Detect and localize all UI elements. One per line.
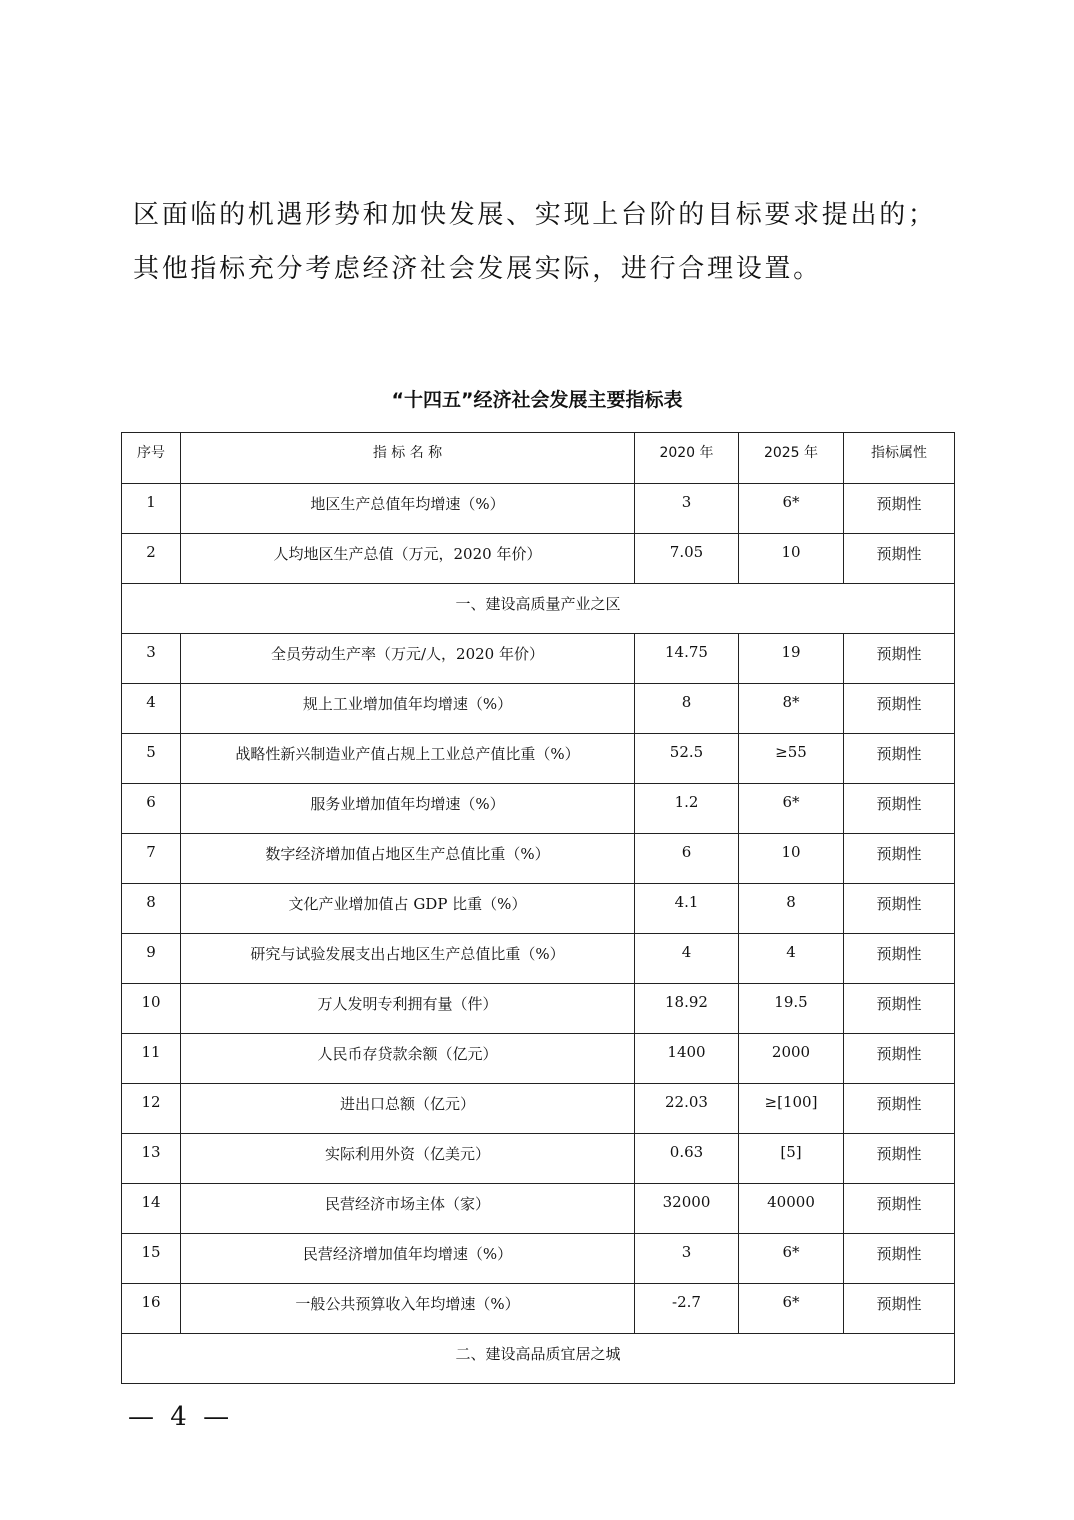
- cell-2020: 32000: [635, 1184, 739, 1234]
- cell-2025: 6*: [739, 1284, 844, 1334]
- cell-no: 10: [122, 984, 181, 1034]
- header-no: 序号: [122, 433, 181, 484]
- cell-2020: 8: [635, 684, 739, 734]
- cell-attribute: 预期性: [844, 1084, 955, 1134]
- cell-attribute: 预期性: [844, 1234, 955, 1284]
- cell-no: 1: [122, 484, 181, 534]
- cell-attribute: 预期性: [844, 634, 955, 684]
- cell-name: 一般公共预算收入年均增速（%）: [181, 1284, 635, 1334]
- cell-2025: 19.5: [739, 984, 844, 1034]
- cell-no: 5: [122, 734, 181, 784]
- cell-2025: 2000: [739, 1034, 844, 1084]
- cell-attribute: 预期性: [844, 684, 955, 734]
- cell-2020: 4: [635, 934, 739, 984]
- section-title: 一、建设高质量产业之区: [122, 584, 955, 634]
- cell-no: 11: [122, 1034, 181, 1084]
- cell-2025: [5]: [739, 1134, 844, 1184]
- table-row: [122, 884, 955, 934]
- table-row: [122, 1234, 955, 1284]
- cell-name: 民营经济市场主体（家）: [181, 1184, 635, 1234]
- cell-attribute: 预期性: [844, 934, 955, 984]
- cell-attribute: 预期性: [844, 734, 955, 784]
- cell-2020: 18.92: [635, 984, 739, 1034]
- table-row: [122, 984, 955, 1034]
- cell-name: 进出口总额（亿元）: [181, 1084, 635, 1134]
- cell-2020: 1400: [635, 1034, 739, 1084]
- cell-name: 服务业增加值年均增速（%）: [181, 784, 635, 834]
- cell-2025: ≥55: [739, 734, 844, 784]
- cell-2025: 19: [739, 634, 844, 684]
- cell-no: 9: [122, 934, 181, 984]
- cell-2020: 6: [635, 834, 739, 884]
- cell-name: 规上工业增加值年均增速（%）: [181, 684, 635, 734]
- cell-attribute: 预期性: [844, 984, 955, 1034]
- cell-no: 7: [122, 834, 181, 884]
- body-paragraph-line-2: 其他指标充分考虑经济社会发展实际，进行合理设置。: [133, 254, 822, 284]
- header-attribute: 指标属性: [844, 433, 955, 484]
- table-row: [122, 1184, 955, 1234]
- table-row: [122, 634, 955, 684]
- table-header-row: [122, 433, 955, 484]
- cell-attribute: 预期性: [844, 1034, 955, 1084]
- cell-name: 实际利用外资（亿美元）: [181, 1134, 635, 1184]
- section-title: 二、建设高品质宜居之城: [122, 1334, 955, 1384]
- cell-name: 人民币存贷款余额（亿元）: [181, 1034, 635, 1084]
- cell-2025: 10: [739, 534, 844, 584]
- table-row: [122, 684, 955, 734]
- table-row: [122, 1084, 955, 1134]
- cell-2025: 6*: [739, 1234, 844, 1284]
- cell-name: 人均地区生产总值（万元，2020 年价）: [181, 534, 635, 584]
- table-row: [122, 484, 955, 534]
- cell-name: 万人发明专利拥有量（件）: [181, 984, 635, 1034]
- cell-attribute: 预期性: [844, 834, 955, 884]
- cell-no: 13: [122, 1134, 181, 1184]
- cell-2025: 4: [739, 934, 844, 984]
- cell-2025: 8: [739, 884, 844, 934]
- cell-2020: 52.5: [635, 734, 739, 784]
- cell-2020: 0.63: [635, 1134, 739, 1184]
- cell-2020: 1.2: [635, 784, 739, 834]
- cell-attribute: 预期性: [844, 884, 955, 934]
- cell-2025: 10: [739, 834, 844, 884]
- table-row: [122, 934, 955, 984]
- cell-name: 文化产业增加值占 GDP 比重（%）: [181, 884, 635, 934]
- cell-attribute: 预期性: [844, 1134, 955, 1184]
- cell-no: 16: [122, 1284, 181, 1334]
- cell-2025: 40000: [739, 1184, 844, 1234]
- page-number: — 4 —: [128, 1402, 234, 1432]
- cell-2020: 22.03: [635, 1084, 739, 1134]
- header-name: 指 标 名 称: [181, 433, 635, 484]
- cell-attribute: 预期性: [844, 534, 955, 584]
- cell-2020: 14.75: [635, 634, 739, 684]
- cell-2025: 8*: [739, 684, 844, 734]
- cell-no: 15: [122, 1234, 181, 1284]
- cell-name: 战略性新兴制造业产值占规上工业总产值比重（%）: [181, 734, 635, 784]
- body-paragraph-line-1: 区面临的机遇形势和加快发展、实现上台阶的目标要求提出的；: [133, 200, 937, 230]
- section-row: [122, 584, 955, 634]
- table-row: [122, 784, 955, 834]
- header-2020: 2020 年: [635, 433, 739, 484]
- indicator-table: [121, 432, 955, 1384]
- table-row: [122, 1034, 955, 1084]
- cell-no: 3: [122, 634, 181, 684]
- cell-attribute: 预期性: [844, 484, 955, 534]
- cell-no: 12: [122, 1084, 181, 1134]
- cell-no: 2: [122, 534, 181, 584]
- cell-2020: 3: [635, 1234, 739, 1284]
- table-row: [122, 1134, 955, 1184]
- cell-2020: 4.1: [635, 884, 739, 934]
- cell-name: 研究与试验发展支出占地区生产总值比重（%）: [181, 934, 635, 984]
- cell-2025: 6*: [739, 484, 844, 534]
- cell-2020: -2.7: [635, 1284, 739, 1334]
- cell-name: 全员劳动生产率（万元/人，2020 年价）: [181, 634, 635, 684]
- table-row: [122, 734, 955, 784]
- table-title: “十四五”经济社会发展主要指标表: [391, 389, 683, 411]
- header-2025: 2025 年: [739, 433, 844, 484]
- cell-attribute: 预期性: [844, 1184, 955, 1234]
- table-row: [122, 1284, 955, 1334]
- cell-2025: ≥[100]: [739, 1084, 844, 1134]
- cell-no: 4: [122, 684, 181, 734]
- cell-2020: 3: [635, 484, 739, 534]
- cell-name: 数字经济增加值占地区生产总值比重（%）: [181, 834, 635, 884]
- cell-no: 14: [122, 1184, 181, 1234]
- cell-attribute: 预期性: [844, 784, 955, 834]
- cell-name: 民营经济增加值年均增速（%）: [181, 1234, 635, 1284]
- cell-no: 8: [122, 884, 181, 934]
- table-row: [122, 534, 955, 584]
- cell-attribute: 预期性: [844, 1284, 955, 1334]
- cell-2020: 7.05: [635, 534, 739, 584]
- cell-name: 地区生产总值年均增速（%）: [181, 484, 635, 534]
- cell-2025: 6*: [739, 784, 844, 834]
- table-row: [122, 834, 955, 884]
- cell-no: 6: [122, 784, 181, 834]
- section-row: [122, 1334, 955, 1384]
